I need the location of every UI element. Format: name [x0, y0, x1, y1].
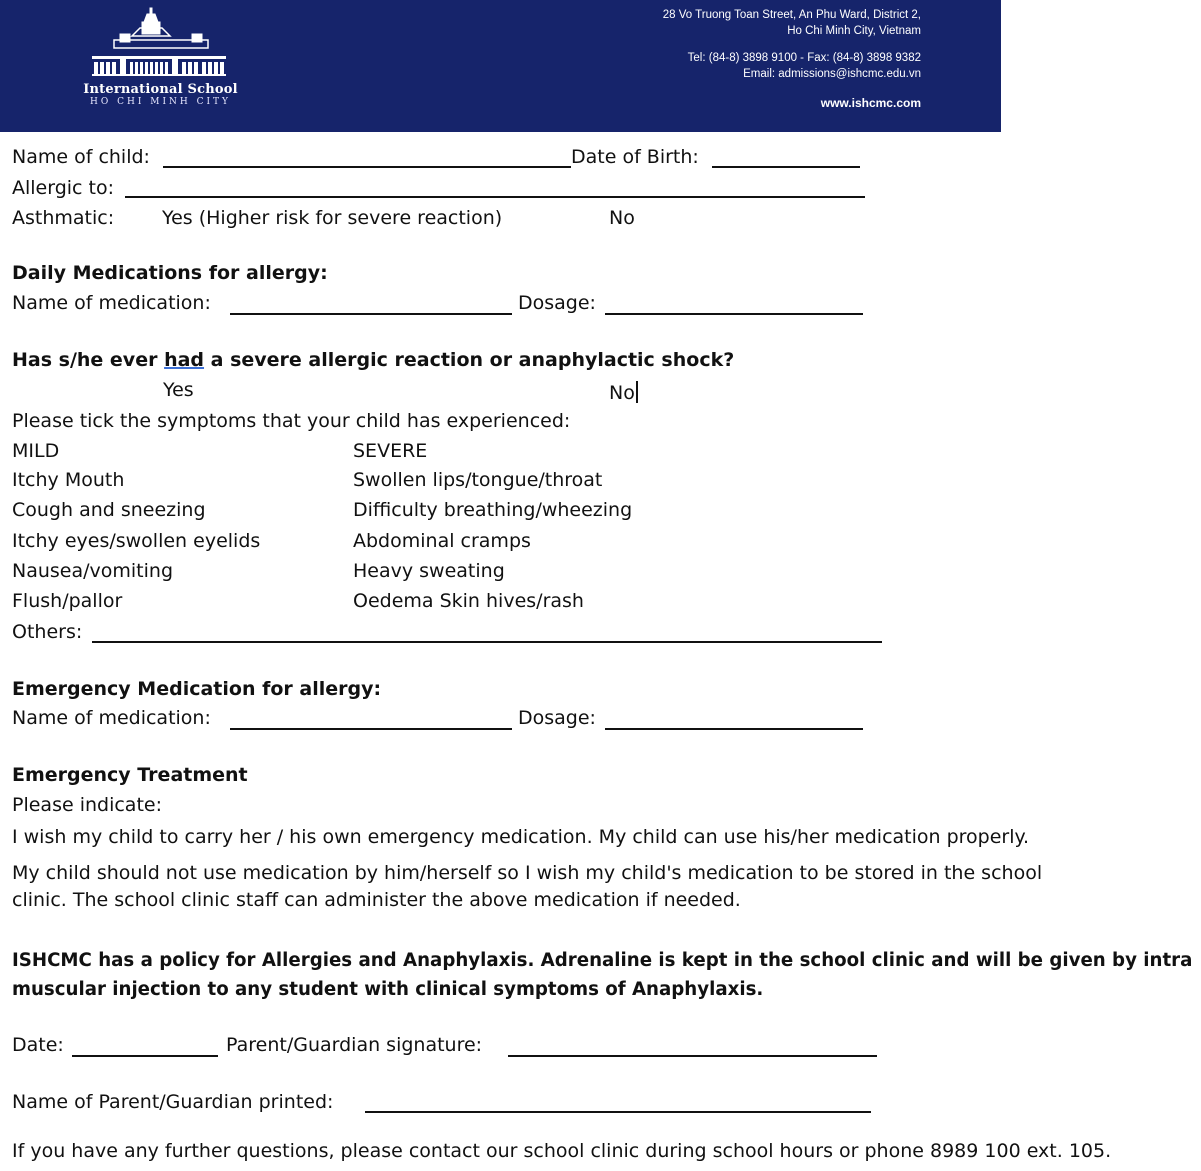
- emergency-medication-name-label: Name of medication:: [12, 707, 211, 729]
- policy-line-2: muscular injection to any student with clinical symptoms of Anaphylaxis.: [12, 979, 764, 1000]
- date-label: Date:: [12, 1034, 64, 1056]
- policy-line-1: ISHCMC has a policy for Allergies and Anaphylaxis. Adrenaline is kept in the school clinic and will be given by intra: [12, 950, 1193, 971]
- name-of-child-field[interactable]: [163, 166, 571, 168]
- school-city: HO CHI MINH CITY: [90, 97, 231, 107]
- website-link[interactable]: www.ishcmc.com: [820, 96, 921, 110]
- severe-symptom-item[interactable]: Swollen lips/tongue/throat: [353, 469, 603, 491]
- mild-header: MILD: [12, 440, 60, 462]
- date-of-birth-field[interactable]: [712, 166, 860, 168]
- severe-symptom-item[interactable]: Abdominal cramps: [353, 530, 531, 552]
- tick-symptoms-prompt: Please tick the symptoms that your child has experienced:: [12, 410, 571, 432]
- footer-contact-note: If you have any further questions, please contact our school clinic during school hours or phone 8989 100 ext. 105.: [12, 1140, 1112, 1162]
- severe-header: SEVERE: [353, 440, 428, 462]
- emergency-treatment-heading: Emergency Treatment: [12, 764, 248, 786]
- severe-symptom-item[interactable]: Oedema Skin hives/rash: [353, 590, 584, 612]
- daily-dosage-label: Dosage:: [518, 292, 596, 314]
- date-field[interactable]: [72, 1055, 218, 1057]
- emergency-dosage-label: Dosage:: [518, 707, 596, 729]
- treatment-option-carry-own[interactable]: I wish my child to carry her / his own emergency medication. My child can use his/her medication properly.: [12, 826, 1030, 848]
- letterhead-banner: [0, 0, 1001, 132]
- text-cursor: [636, 381, 638, 403]
- allergic-to-field[interactable]: [125, 196, 865, 198]
- guardian-printed-name-field[interactable]: [365, 1111, 871, 1113]
- reaction-yes-option[interactable]: Yes: [163, 379, 194, 401]
- daily-medications-heading: Daily Medications for allergy:: [12, 262, 328, 284]
- mild-symptom-item[interactable]: Flush/pallor: [12, 590, 123, 612]
- others-label: Others:: [12, 621, 83, 643]
- asthmatic-yes-option[interactable]: Yes (Higher risk for severe reaction): [162, 207, 503, 229]
- severe-reaction-question: Has s/he ever had a severe allergic reaction or anaphylactic shock?: [12, 349, 735, 371]
- daily-medication-name-label: Name of medication:: [12, 292, 211, 314]
- mild-symptom-item[interactable]: Itchy eyes/swollen eyelids: [12, 530, 261, 552]
- mild-symptom-item[interactable]: Itchy Mouth: [12, 469, 125, 491]
- date-of-birth-label: Date of Birth:: [571, 146, 699, 168]
- reaction-no-option[interactable]: No: [609, 381, 638, 403]
- severe-symptom-item[interactable]: Difficulty breathing/wheezing: [353, 499, 633, 521]
- guardian-signature-label: Parent/Guardian signature:: [226, 1034, 483, 1056]
- address-line-2: Ho Chi Minh City, Vietnam: [787, 25, 921, 37]
- address-line-1: 28 Vo Truong Toan Street, An Phu Ward, District 2,: [662, 9, 921, 21]
- mild-symptom-item[interactable]: Cough and sneezing: [12, 499, 206, 521]
- asthmatic-no-option[interactable]: No: [609, 207, 635, 229]
- email: Email: admissions@ishcmc.edu.vn: [743, 68, 921, 80]
- guardian-signature-field[interactable]: [508, 1055, 877, 1057]
- school-name: International School: [83, 82, 238, 97]
- guardian-printed-name-label: Name of Parent/Guardian printed:: [12, 1091, 334, 1113]
- daily-medication-name-field[interactable]: [230, 313, 512, 315]
- asthmatic-label: Asthmatic:: [12, 207, 115, 229]
- emergency-dosage-field[interactable]: [605, 728, 863, 730]
- treatment-option-clinic-line-1[interactable]: My child should not use medication by him/herself so I wish my child's medication to be stored in the school: [12, 862, 1043, 884]
- others-field[interactable]: [92, 641, 882, 643]
- severe-symptom-item[interactable]: Heavy sweating: [353, 560, 505, 582]
- daily-dosage-field[interactable]: [605, 313, 863, 315]
- allergic-to-label: Allergic to:: [12, 177, 115, 199]
- mild-symptom-item[interactable]: Nausea/vomiting: [12, 560, 174, 582]
- emergency-medication-heading: Emergency Medication for allergy:: [12, 678, 382, 700]
- name-of-child-label: Name of child:: [12, 146, 150, 168]
- treatment-option-clinic-line-2[interactable]: clinic. The school clinic staff can administer the above medication if needed.: [12, 889, 741, 911]
- emergency-medication-name-field[interactable]: [230, 728, 512, 730]
- tel-fax: Tel: (84-8) 3898 9100 - Fax: (84-8) 3898 9382: [687, 52, 921, 64]
- please-indicate-label: Please indicate:: [12, 794, 162, 816]
